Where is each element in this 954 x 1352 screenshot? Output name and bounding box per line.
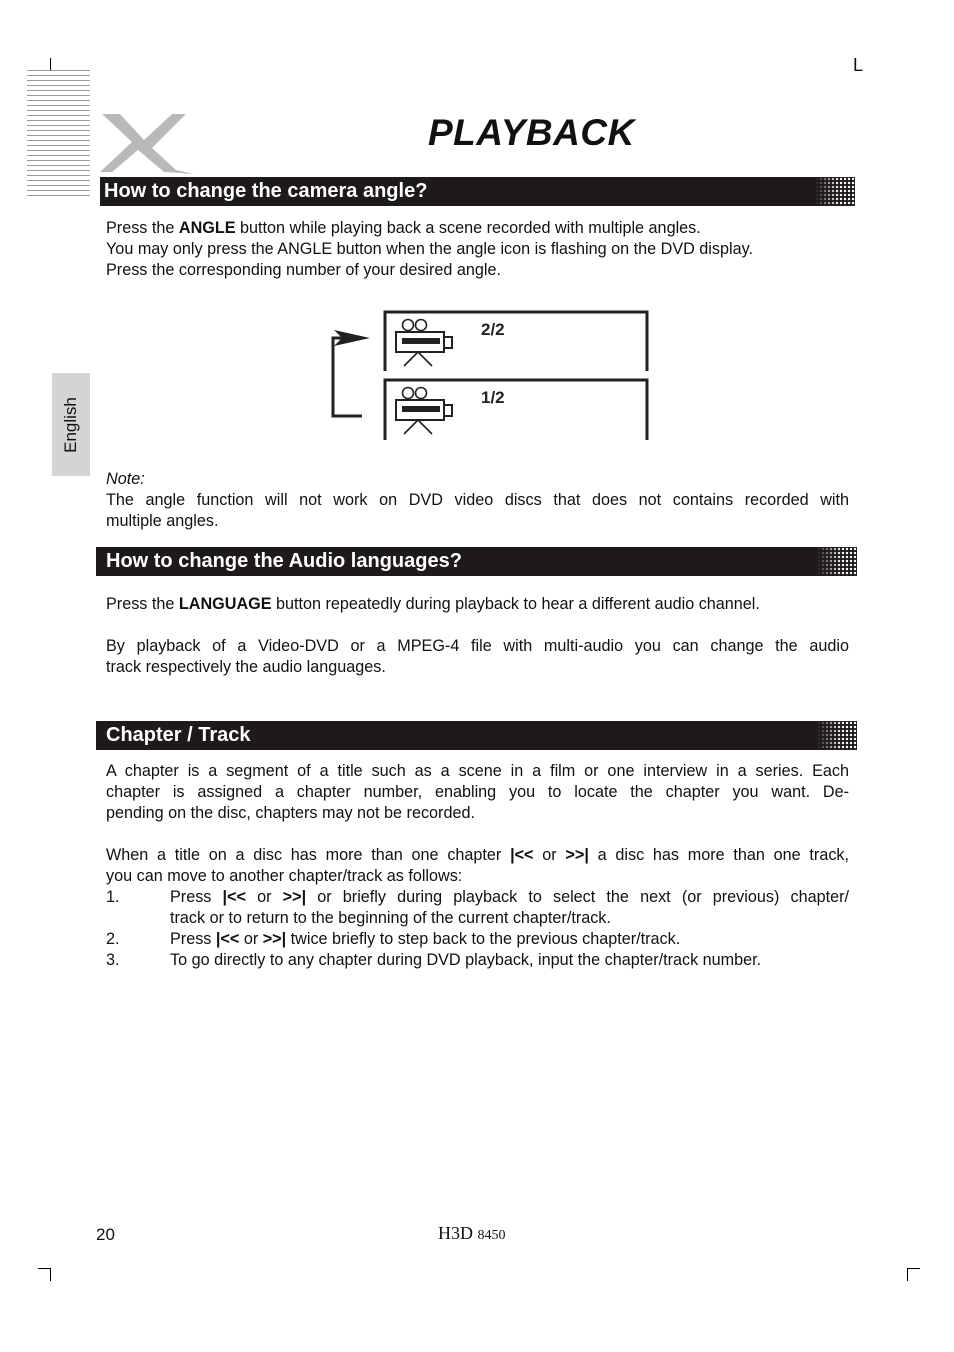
movie-camera-icon-bottom	[396, 388, 452, 435]
chapter-para1-line-1: A chapter is a segment of a title such as a scene in a film or one interview in a series. Each	[106, 762, 849, 780]
audio-line-1: Press the LANGUAGE button repeatedly during playback to hear a different audio channel.	[106, 595, 760, 613]
page-title: PLAYBACK	[428, 112, 635, 153]
list-item	[106, 887, 849, 929]
section-heading-text: Chapter / Track	[106, 724, 251, 746]
angle-instructions	[106, 218, 849, 281]
chapter-para1-line-2: chapter is assigned a chapter number, enabling you to locate the chapter you want. De-	[106, 783, 849, 801]
chapter-para1-line-3: pending on the disc, chapters may not be recorded.	[106, 804, 475, 822]
language-side-tab	[52, 373, 90, 476]
note-line-1: The angle function will not work on DVD video discs that does not contains recorded with	[106, 491, 849, 509]
audio-paragraph-2	[106, 636, 849, 678]
camera-angle-diagram	[328, 308, 654, 444]
angle-note	[106, 469, 849, 532]
note-line-2: multiple angles.	[106, 512, 219, 530]
note-label: Note:	[106, 470, 145, 488]
list-item-text: To go directly to any chapter during DVD playback, input the chapter/track number.	[170, 951, 762, 969]
audio-para2-line-1: By playback of a Video-DVD or a MPEG-4 file with multi-audio you can change the audio	[106, 637, 849, 655]
angle-line-3: Press the corresponding number of your desired angle.	[106, 261, 502, 279]
language-button-name: LANGUAGE	[178, 595, 272, 613]
halftone-dots-decoration	[815, 177, 855, 206]
list-item-number: 3.	[106, 951, 120, 969]
page-number: 20	[96, 1225, 115, 1244]
list-item-number: 2.	[106, 930, 120, 948]
section-heading-camera-angle	[100, 177, 855, 206]
halftone-dots-decoration	[817, 547, 857, 576]
halftone-dots-decoration	[817, 721, 857, 750]
audio-instructions	[106, 594, 849, 615]
model-name: H3D 8450	[438, 1223, 506, 1243]
list-item-number: 1.	[106, 888, 120, 906]
angle-label-top: 2/2	[481, 320, 505, 339]
corner-mark-top-right: L	[853, 55, 864, 75]
chapter-paragraph-2	[106, 845, 849, 887]
chapter-paragraph-1	[106, 761, 849, 824]
language-side-tab-label: English	[61, 396, 80, 453]
list-item-text: Press |<< or >>| or briefly during playback to select the next (or previous) chapter/ track or to return to the beginning of the current chapter/track.	[170, 888, 849, 927]
list-item	[106, 950, 849, 971]
section-heading-audio-languages	[96, 547, 857, 576]
header-stripes-decoration	[27, 70, 90, 200]
section-heading-chapter-track	[96, 721, 857, 750]
brand-x-logo	[98, 110, 198, 176]
list-item-text: Press |<< or >>| twice briefly to step back to the previous chapter/track.	[170, 930, 681, 948]
section-heading-text: How to change the Audio languages?	[106, 550, 462, 572]
angle-label-bottom: 1/2	[481, 388, 505, 407]
chapter-para2-line-2: you can move to another chapter/track as follows:	[106, 867, 463, 885]
crop-mark-bottom-right	[907, 1268, 920, 1281]
list-item	[106, 929, 849, 950]
chapter-para2-line-1: When a title on a disc has more than one chapter |<< or >>| a disc has more than one track,	[106, 846, 850, 864]
movie-camera-icon-top	[396, 320, 452, 367]
angle-button-name: ANGLE	[178, 219, 236, 237]
angle-line-2: You may only press the ANGLE button when the angle icon is flashing on the DVD display.	[106, 240, 753, 258]
audio-para2-line-2: track respectively the audio languages.	[106, 658, 386, 676]
crop-mark-bottom-left	[38, 1268, 51, 1281]
angle-line-1: Press the ANGLE button while playing back a scene recorded with multiple angles.	[106, 219, 701, 237]
section-heading-text: How to change the camera angle?	[104, 180, 428, 202]
